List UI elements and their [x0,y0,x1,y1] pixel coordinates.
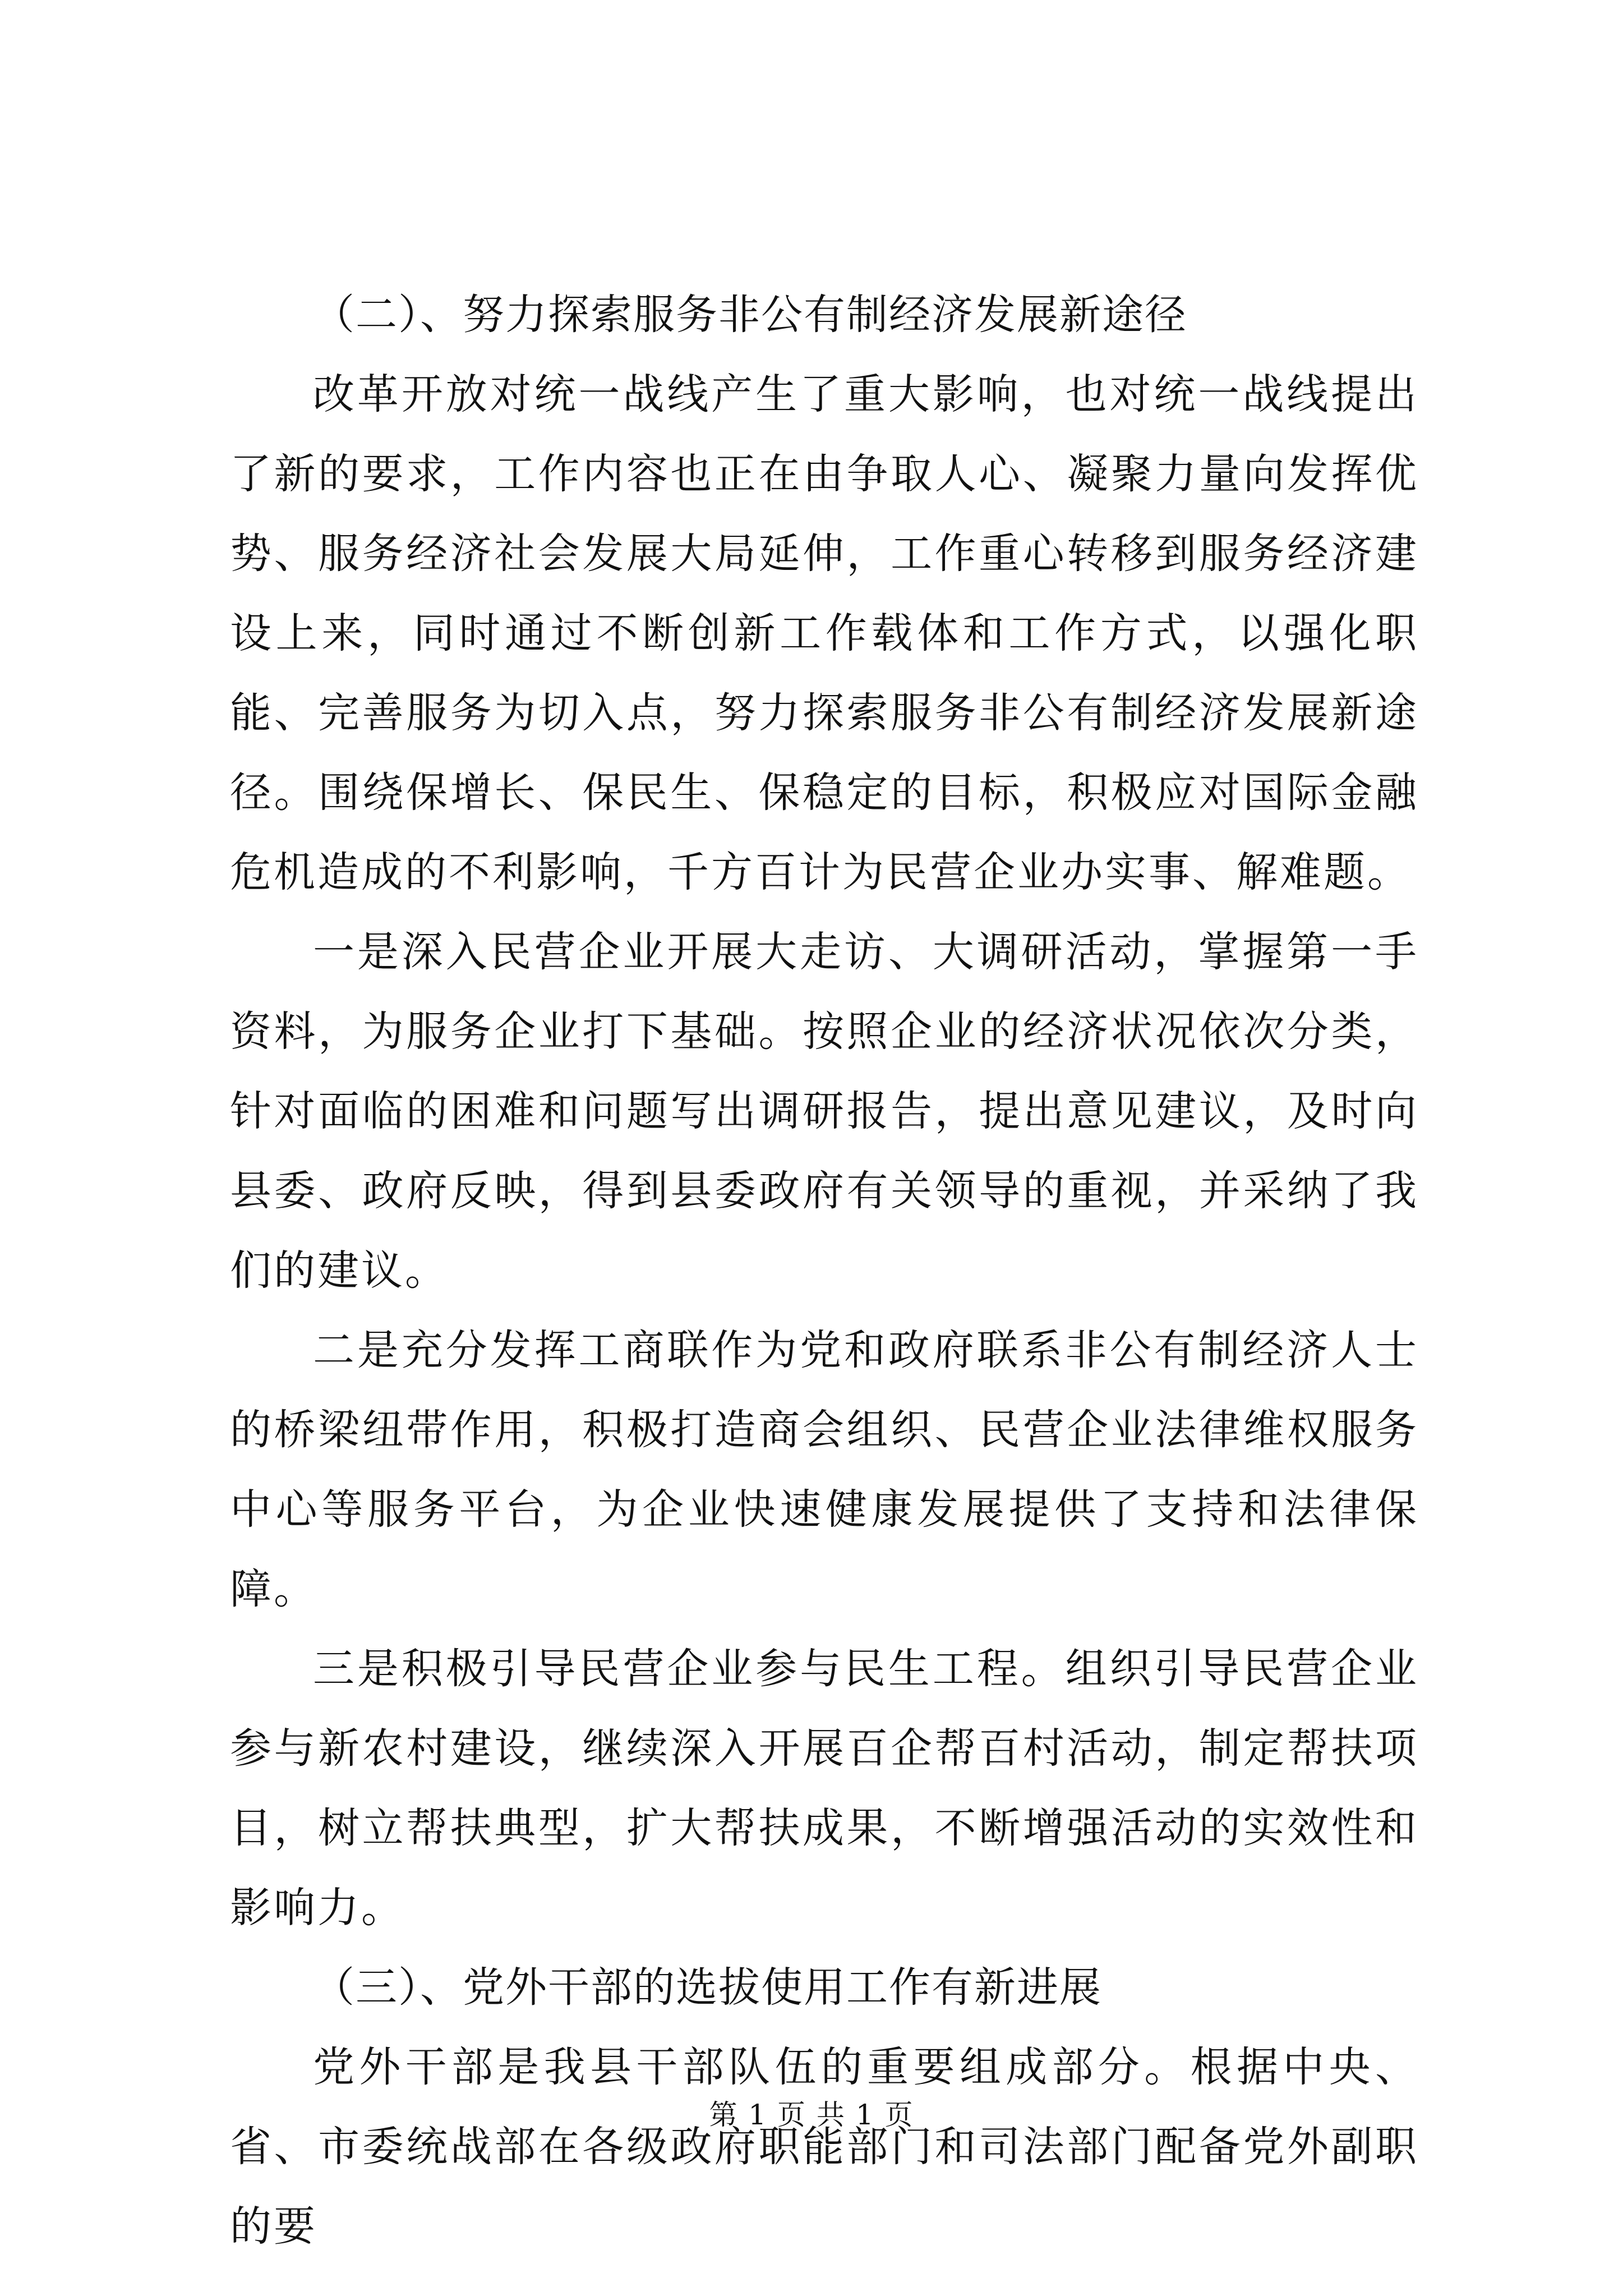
page-footer: 第 1 页 共 1 页 [709,2099,914,2131]
paragraph-4: 三是积极引导民营企业参与民生工程。组织引导民营企业参与新农村建设，继续深入开展百企帮百村活动，制定帮扶项目，树立帮扶典型，扩大帮扶成果，不断增强活动的实效性和影响力。 [230,1645,1419,1932]
document-body [230,275,1419,2266]
paragraph-2: 一是深入民营企业开展大走访、大调研活动，掌握第一手资料，为服务企业打下基础。按照企业的经济状况依次分类，针对面临的困难和问题写出调研报告，提出意见建议，及时向县委、政府反映，得到县委政府有关领导的重视，并采纳了我们的建议。 [230,928,1419,1295]
paragraph-5: 党外干部是我县干部队伍的重要组成部分。根据中央、省、市委统战部在各级政府职能部门和司法部门配备党外副职的要 [230,2043,1419,2251]
paragraph-3: 二是充分发挥工商联作为党和政府联系非公有制经济人士的桥梁纽带作用，积极打造商会组织、民营企业法律维权服务中心等服务平台，为企业快速健康发展提供了支持和法律保障。 [230,1326,1419,1613]
section-heading-3: （三）、党外干部的选拔使用工作有新进展 [313,1963,1102,2012]
section-heading-2: （二）、努力探索服务非公有制经济发展新途径 [313,291,1187,339]
paragraph-1: 改革开放对统一战线产生了重大影响，也对统一战线提出了新的要求，工作内容也正在由争取人心、凝聚力量向发挥优势、服务经济社会发展大局延伸，工作重心转移到服务经济建设上来，同时通过不断创新工作载体和工作方式，以强化职能、完善服务为切入点，努力探索服务非公有制经济发展新途径。围绕保增长、保民生、保稳定的目标，积极应对国际金融危机造成的不利影响，千方百计为民营企业办实事、解难题。 [230,370,1419,896]
